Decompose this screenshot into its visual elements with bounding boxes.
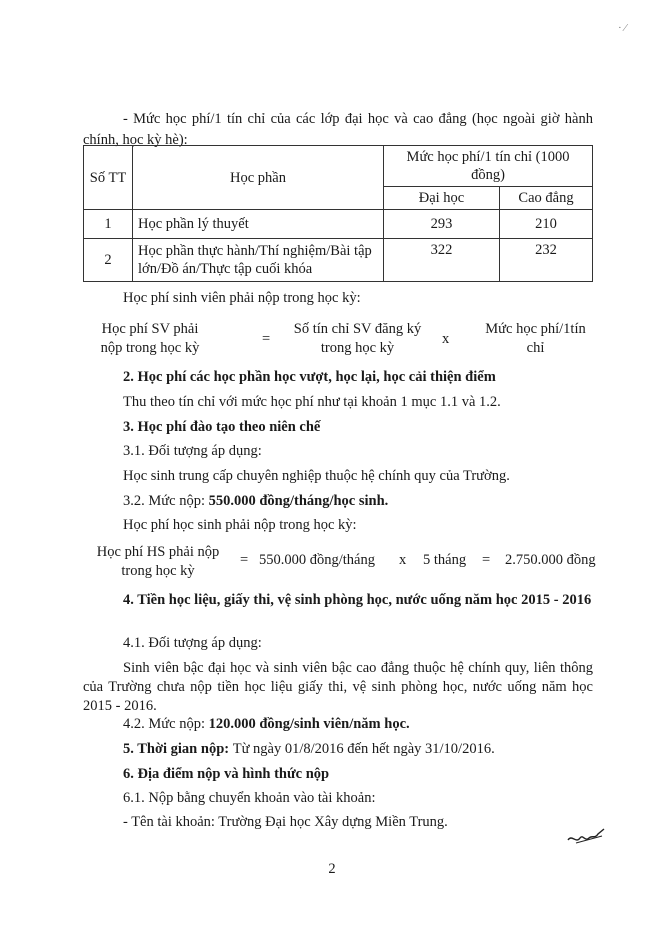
formula1-left: Học phí SV phải nộp trong học kỳ (100, 321, 200, 356)
paragraph-6-1-account: - Tên tài khoản: Trường Đại học Xây dựng Miền Trung. (123, 814, 448, 830)
paragraph-5 (123, 740, 495, 759)
header-daihoc: Đại học (384, 187, 500, 210)
formula1-middle: Số tín chỉ SV đăng ký trong học kỳ (293, 321, 422, 356)
paragraph-3-1-detail: Học sinh trung cấp chuyên nghiệp thuộc hệ chính quy của Trường. (123, 468, 510, 484)
fee-value: 120.000 đồng/sinh viên/năm học. (208, 716, 410, 732)
fee-table (83, 145, 593, 282)
rate-value: 550.000 đồng/tháng/học sinh. (208, 493, 389, 509)
heading-3: 3. Học phí đào tạo theo niên chế (123, 419, 321, 435)
row-caodang: 232 (500, 239, 593, 282)
time-label: 5. Thời gian nộp: (123, 741, 233, 757)
fee-label: 4.2. Mức nộp: (123, 716, 209, 732)
paragraph-4-1: 4.1. Đối tượng áp dụng: (123, 635, 262, 651)
scan-marks: · ⁄ (618, 22, 627, 34)
row-caodang: 210 (500, 210, 593, 239)
row-name: Học phần lý thuyết (133, 210, 384, 239)
paragraph-4-1-detail: Sinh viên bậc đại học và sinh viên bậc cao đẳng thuộc hệ chính quy, liên thông của Trường chưa nộp tiền học liệu giấy thi, vệ sinh phòng học, nước uống năm học 2015 - 2016. (83, 660, 593, 714)
formula2-left: Học phí HS phải nộp trong học kỳ (96, 544, 220, 579)
row-stt: 2 (84, 239, 133, 282)
initials-signature (566, 826, 606, 848)
formula2-rate: 550.000 đồng/tháng (259, 552, 375, 568)
heading-2: 2. Học phí các học phần học vượt, học lại, học cải thiện điểm (123, 369, 496, 385)
paragraph-6-1: 6.1. Nộp bằng chuyển khoản vào tài khoản: (123, 790, 376, 806)
row-stt: 1 (84, 210, 133, 239)
table-row (84, 210, 593, 239)
heading-6: 6. Địa điểm nộp và hình thức nộp (123, 766, 330, 782)
header-muc: Mức học phí/1 tín chỉ (1000 đồng) (384, 146, 593, 187)
formula1-equals: = (262, 331, 271, 347)
formula2-times: x (399, 552, 407, 568)
formula1-times: x (442, 331, 450, 347)
paragraph-4-2 (123, 715, 410, 734)
time-value: Từ ngày 01/8/2016 đến hết ngày 31/10/2016. (232, 741, 495, 757)
row-name: Học phần thực hành/Thí nghiệm/Bài tập lớn/Đồ án/Thực tập cuối khóa (133, 239, 384, 282)
formula2-months: 5 tháng (423, 552, 467, 568)
formula2-equals: = (240, 552, 249, 568)
header-caodang: Cao đẳng (500, 187, 593, 210)
rate-label: 3.2. Mức nộp: (123, 493, 209, 509)
paragraph-hocphi-hs: Học phí học sinh phải nộp trong học kỳ: (123, 517, 357, 533)
paragraph-3-2 (123, 492, 388, 511)
paragraph-hocphi-sv: Học phí sinh viên phải nộp trong học kỳ: (123, 290, 361, 306)
paragraph-2: Thu theo tín chỉ với mức học phí như tại khoản 1 mục 1.1 và 1.2. (123, 394, 501, 410)
table-row (84, 239, 593, 282)
page-number: 2 (328, 861, 336, 877)
formula1-right: Mức học phí/1tín chỉ (485, 321, 586, 356)
formula2-total: 2.750.000 đồng (505, 552, 596, 568)
paragraph-3-1: 3.1. Đối tượng áp dụng: (123, 443, 262, 459)
header-hocphan: Học phần (133, 146, 384, 210)
row-daihoc: 293 (384, 210, 500, 239)
intro-paragraph: - Mức học phí/1 tín chỉ của các lớp đại học và cao đẳng (học ngoài giờ hành chính, học kỳ hè): (83, 111, 593, 148)
heading-4: 4. Tiền học liệu, giấy thi, vệ sinh phòng học, nước uống năm học 2015 - 2016 (123, 592, 592, 608)
header-stt: Số TT (84, 146, 133, 210)
formula2-equals-2: = (482, 552, 491, 568)
row-daihoc: 322 (384, 239, 500, 282)
